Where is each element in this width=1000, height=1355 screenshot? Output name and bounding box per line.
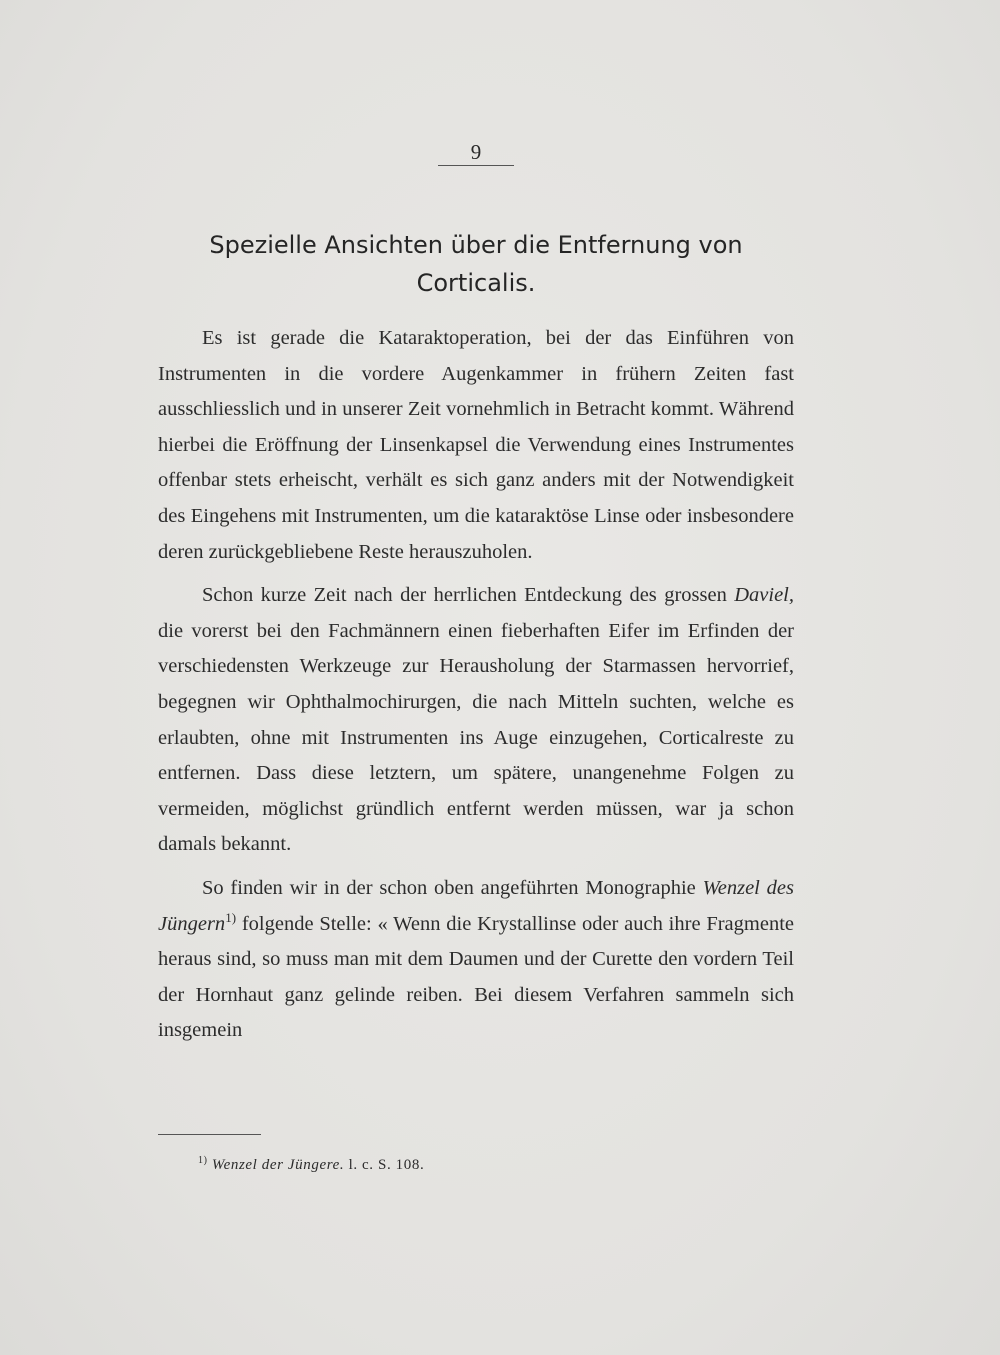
author-name-wenzel: Wenzel des Jüngern: [158, 876, 794, 935]
footnote-marker: 1): [198, 1155, 208, 1166]
paragraph-3: [158, 871, 794, 1049]
chapter-heading: [158, 231, 794, 301]
page-number: 9: [438, 141, 514, 166]
chapter-heading-line-2: Corticalis.: [416, 269, 536, 297]
body-text: [158, 321, 794, 1049]
paragraph-3-text-b: folgende Stelle: « Wenn die Krystallinse oder auch ihre Fragmente heraus sind, so muss man mit dem Daumen und der Curette den vordern Teil der Hornhaut ganz gelinde reiben. Bei diesem Verfahren sammeln sich insgemein: [158, 912, 794, 1042]
chapter-heading-line-1: Spezielle Ansichten über die Entfernung von: [209, 231, 743, 259]
paragraph-2: [158, 578, 794, 863]
author-name-daviel: Daviel,: [734, 584, 794, 607]
footnote-citation: l. c. S. 108.: [344, 1157, 425, 1173]
paragraph-3-text-a: So finden wir in der schon oben angeführten Monographie: [202, 876, 703, 899]
paragraph-2-text-a: Schon kurze Zeit nach der herrlichen Entdeckung des grossen: [202, 584, 735, 607]
footnote-author: Wenzel der Jüngere.: [211, 1157, 345, 1173]
footnote: [198, 1155, 424, 1174]
paragraph-1: Es ist gerade die Kataraktoperation, bei der das Einführen von Instrumenten in die vordere Augenkammer in frühern Zeiten fast ausschliesslich und in unserer Zeit vornehmlich in Betracht kommt. Während hierbei die Eröffnung der Linsenkapsel die Verwendung eines Instrumentes offenbar stets erheischt, verhält es sich ganz anders mit der Notwendigkeit des Eingehens mit Instrumenten, um die kataraktöse Linse oder insbesondere deren zurückgebliebene Reste herauszuholen.: [158, 327, 794, 563]
paragraph-2-text-b: die vorerst bei den Fachmännern einen fieberhaften Eifer im Erfinden der verschiedensten Werkzeuge zur Herausholung der Starmassen hervorrief, begegnen wir Ophthalmochirurgen, die nach Mitteln suchten, welche es erlaubten, ohne mit Instrumenten ins Auge einzugehen, Corticalreste zu entfernen. Dass diese letztern, um spätere, unangenehme Folgen zu vermeiden, möglichst gründlich entfernt werden müssen, war ja schon damals bekannt.: [158, 619, 794, 856]
footnote-divider: [158, 1134, 261, 1135]
footnote-reference: 1): [225, 909, 237, 925]
